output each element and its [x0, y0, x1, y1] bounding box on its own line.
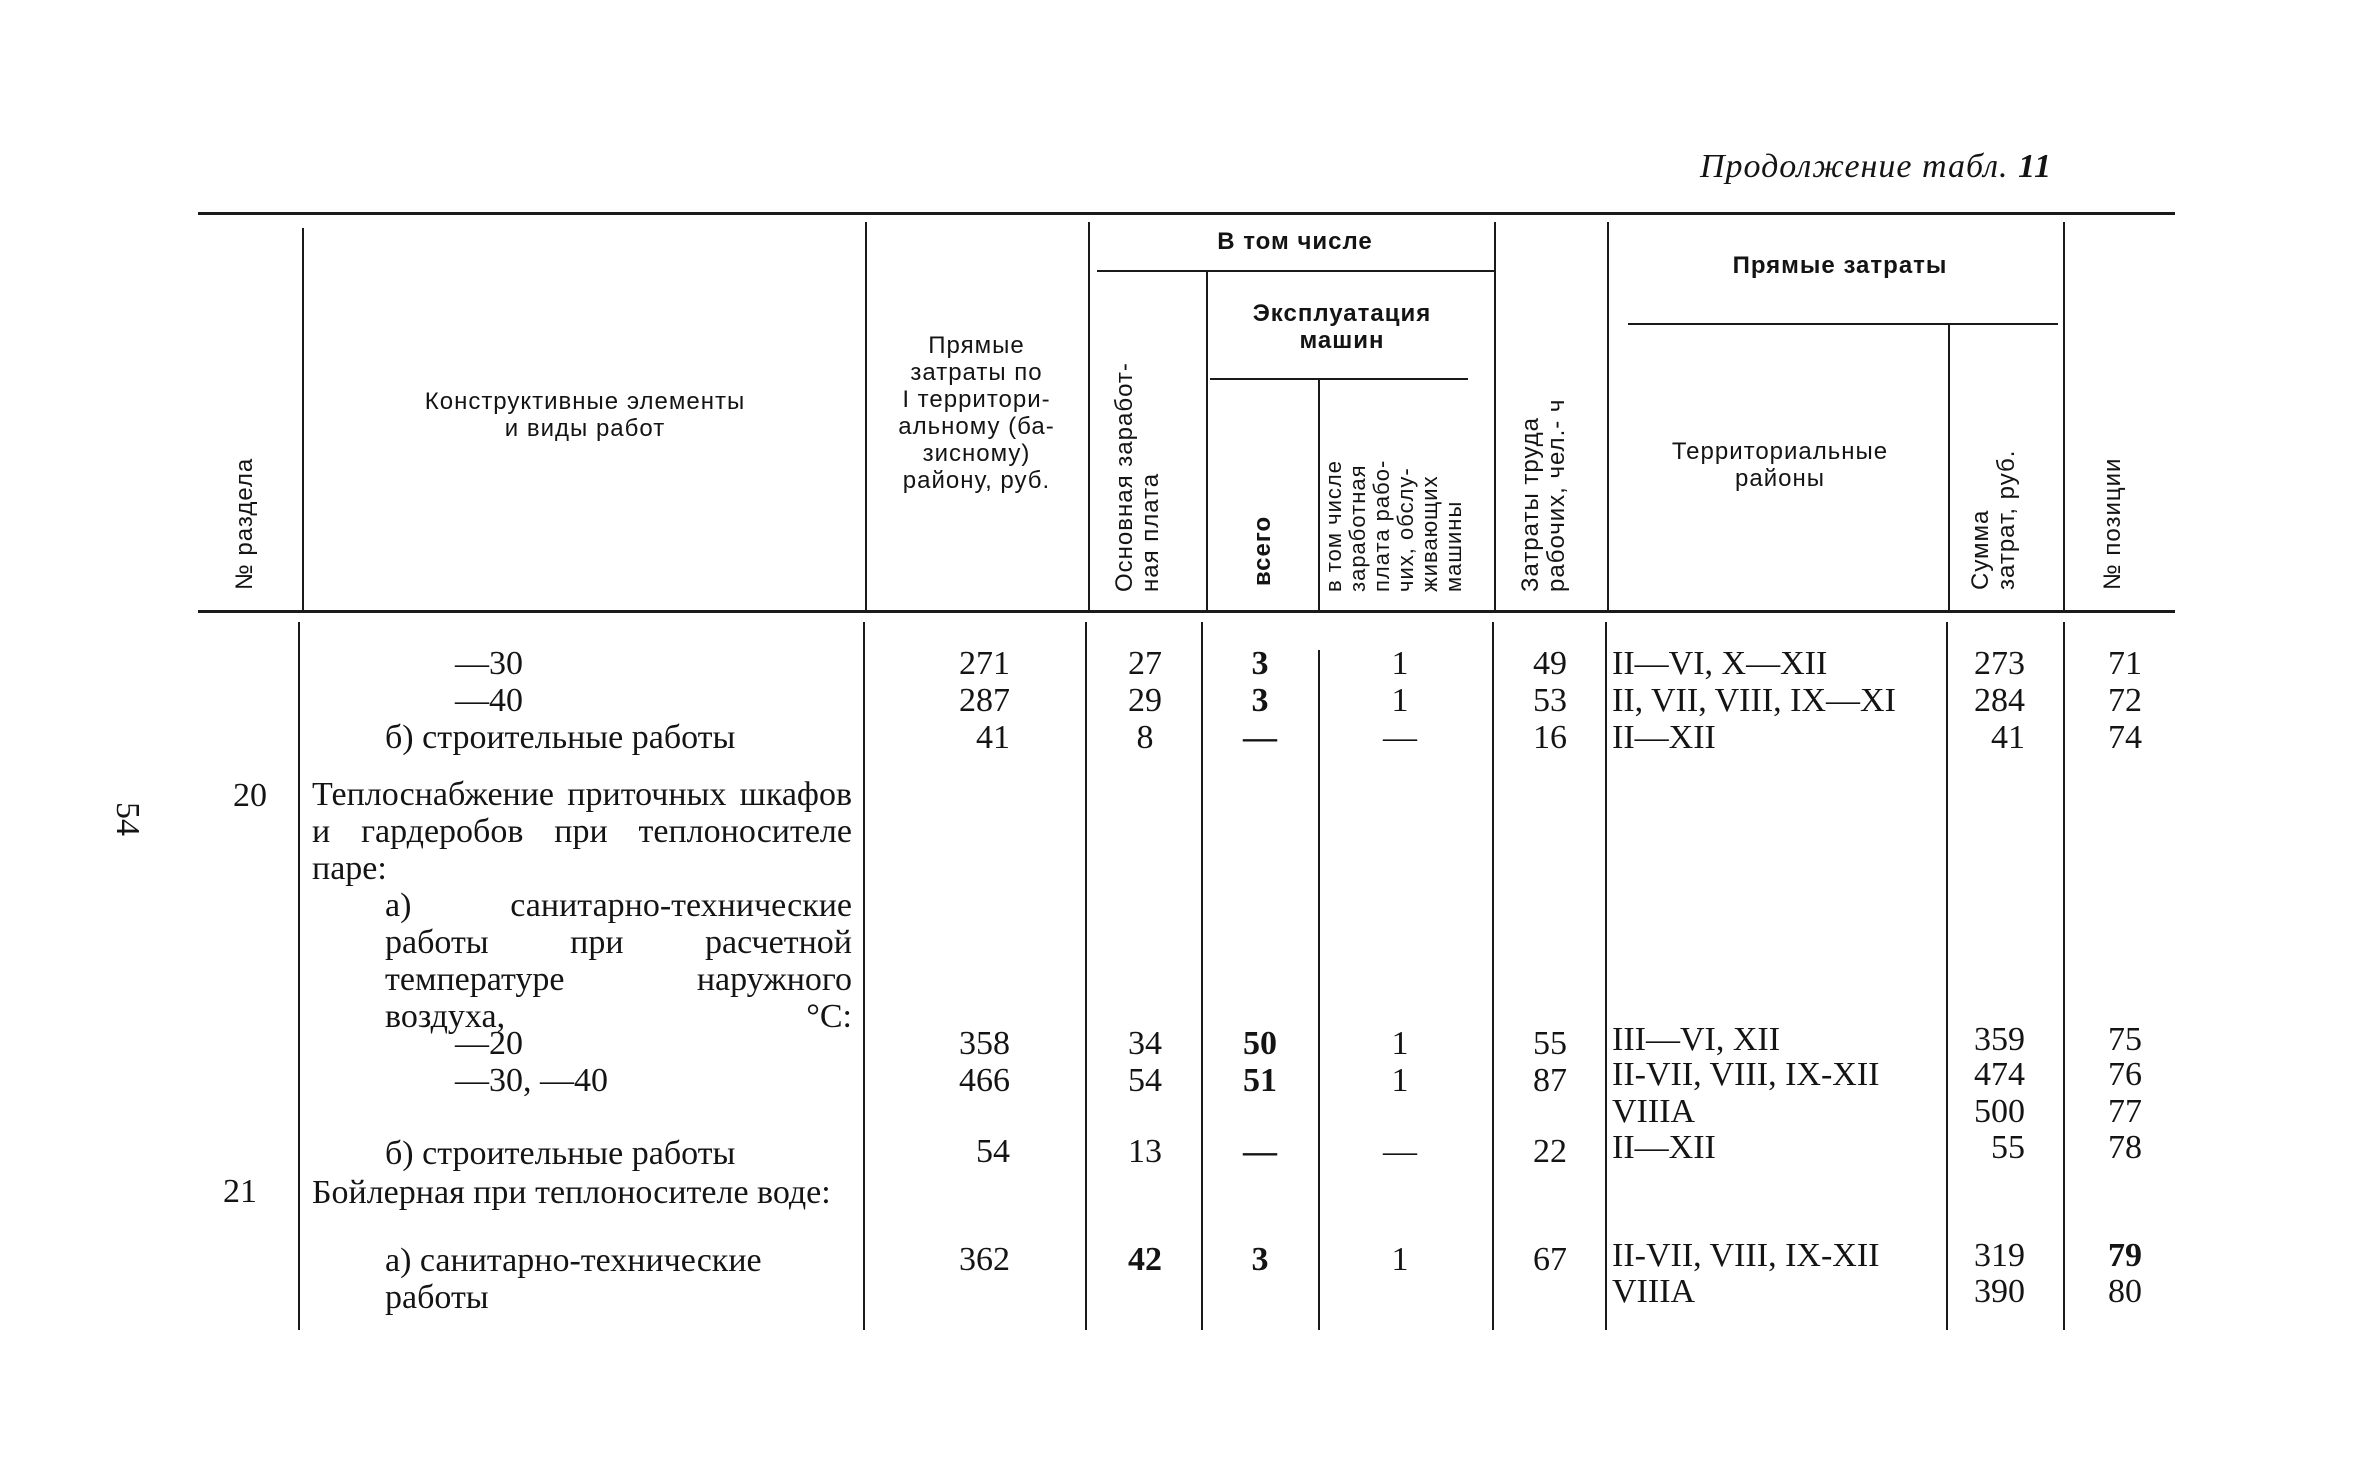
row-base: 466: [959, 1062, 1010, 1099]
row-region: III—VI, XII: [1612, 1021, 1781, 1058]
header-divider: [1088, 222, 1090, 610]
row-region: VIIIA: [1612, 1273, 1696, 1310]
row-base: 54: [976, 1133, 1010, 1170]
row-desc: б) строительные работы: [385, 719, 736, 756]
row-total: 3: [1251, 1241, 1269, 1278]
header-incl-wage: в том числе заработная плата рабо- чих, обслу- живающих машины: [1321, 459, 1466, 592]
header-divider: [865, 222, 867, 610]
row-total: —: [1243, 1133, 1277, 1170]
body-divider: [298, 622, 300, 1330]
row-labor: 55: [1533, 1025, 1567, 1062]
header-sum: Сумма затрат, руб.: [1967, 449, 2020, 590]
row-pos: 74: [2108, 719, 2142, 756]
table-header-rule: [198, 610, 2175, 613]
row-mwage: 1: [1391, 1062, 1409, 1099]
row-mwage: 1: [1391, 682, 1409, 719]
row-wage: 42: [1128, 1241, 1162, 1278]
body-divider: [1605, 622, 1607, 1330]
including-rule: [1097, 270, 1494, 272]
row-sum: 284: [1974, 682, 2025, 719]
row-region: II, VII, VIII, IX—XI: [1612, 682, 1896, 719]
row-mwage: 1: [1391, 1025, 1409, 1062]
body-divider: [1085, 622, 1087, 1330]
row-sum: 474: [1974, 1056, 2025, 1093]
row-mwage: —: [1383, 1133, 1417, 1170]
header-machine-operation: Эксплуатация машин: [1252, 300, 1432, 354]
body-divider: [1492, 622, 1494, 1330]
header-elements: Конструктивные элементы и виды работ: [424, 388, 746, 442]
header-direct-costs: Прямые затраты: [1732, 252, 1948, 279]
row-wage: 8: [1136, 719, 1154, 756]
row-base: 271: [959, 645, 1010, 682]
direct-costs-rule: [1628, 323, 2058, 325]
row-pos: 78: [2108, 1129, 2142, 1166]
row-base: 287: [959, 682, 1010, 719]
header-total: всего: [1249, 515, 1276, 586]
row-desc: —20: [455, 1025, 523, 1062]
row-desc: —30, —40: [455, 1062, 608, 1099]
body-divider: [1318, 650, 1320, 1330]
row-pos: 80: [2108, 1273, 2142, 1310]
header-divider: [2063, 222, 2065, 610]
body-divider: [1946, 622, 1948, 1330]
row-region: II—XII: [1612, 1129, 1716, 1166]
row-sum: 390: [1974, 1273, 2025, 1310]
row-labor: 87: [1533, 1062, 1567, 1099]
table-top-rule: [198, 212, 2175, 215]
row-pos: 72: [2108, 682, 2142, 719]
header-divider: [1494, 222, 1496, 610]
row-total: —: [1243, 719, 1277, 756]
header-section-no: № раздела: [231, 457, 258, 590]
header-divider: [1948, 325, 1950, 610]
row-sum: 319: [1974, 1237, 2025, 1274]
row-region: II—VI, X—XII: [1612, 645, 1828, 682]
header-divider: [1206, 272, 1208, 610]
row-mwage: 1: [1391, 1241, 1409, 1278]
header-regions: Территориальные районы: [1671, 438, 1889, 492]
page-number: 54: [109, 802, 146, 836]
row-labor: 67: [1533, 1241, 1567, 1278]
header-including: В том числе: [1217, 228, 1373, 255]
row-mwage: —: [1383, 719, 1417, 756]
row-base: 358: [959, 1025, 1010, 1062]
header-base-wage: Основная заработ- ная плата: [1111, 362, 1164, 592]
body-divider: [1201, 622, 1203, 1330]
body-divider: [2063, 622, 2065, 1330]
row-pos: 77: [2108, 1093, 2142, 1130]
row-desc: Теплоснабжение приточных шкафов и гардеробов при теплоносителе паре:: [312, 776, 852, 887]
row-desc: Бойлерная при теплоносителе воде:: [312, 1174, 831, 1211]
row-sum: 55: [1991, 1129, 2025, 1166]
row-desc: а) санитарно-технические работы: [385, 1242, 762, 1316]
row-sum: 273: [1974, 645, 2025, 682]
row-region: II—XII: [1612, 719, 1716, 756]
row-wage: 34: [1128, 1025, 1162, 1062]
header-labor-cost: Затраты труда рабочих, чел.- ч: [1517, 398, 1570, 592]
row-wage: 54: [1128, 1062, 1162, 1099]
header-divider: [302, 228, 304, 610]
row-region: VIIIA: [1612, 1093, 1696, 1130]
row-wage: 13: [1128, 1133, 1162, 1170]
caption-text: Продолжение табл.: [1700, 148, 2009, 185]
header-divider: [1607, 222, 1609, 610]
row-section: 21: [223, 1173, 257, 1210]
table-caption: [1700, 148, 2052, 186]
row-sum: 359: [1974, 1021, 2025, 1058]
row-base: 362: [959, 1241, 1010, 1278]
row-pos: 76: [2108, 1056, 2142, 1093]
row-labor: 53: [1533, 682, 1567, 719]
header-direct-cost-base: Прямые затраты по I территори- альному (ба- зисному) району, руб.: [898, 332, 1055, 494]
row-wage: 27: [1128, 645, 1162, 682]
row-section: 20: [233, 777, 267, 814]
row-pos: 71: [2108, 645, 2142, 682]
row-sum: 500: [1974, 1093, 2025, 1130]
row-labor: 22: [1533, 1133, 1567, 1170]
row-region: II-VII, VIII, IX-XII: [1612, 1056, 1880, 1093]
row-total: 3: [1251, 645, 1269, 682]
row-labor: 16: [1533, 719, 1567, 756]
row-desc: б) строительные работы: [385, 1135, 736, 1172]
header-position-no: № позиции: [2099, 457, 2126, 590]
row-desc: —40: [455, 682, 523, 719]
row-mwage: 1: [1391, 645, 1409, 682]
row-total: 50: [1243, 1025, 1277, 1062]
row-base: 41: [976, 719, 1010, 756]
header-divider: [1318, 380, 1320, 610]
row-total: 51: [1243, 1062, 1277, 1099]
row-sum: 41: [1991, 719, 2025, 756]
row-region: II-VII, VIII, IX-XII: [1612, 1237, 1880, 1274]
row-pos: 75: [2108, 1021, 2142, 1058]
machines-rule: [1210, 378, 1468, 380]
body-divider: [863, 622, 865, 1330]
caption-number: 11: [2018, 148, 2053, 185]
row-desc: —30: [455, 645, 523, 682]
row-labor: 49: [1533, 645, 1567, 682]
row-pos: 79: [2108, 1237, 2142, 1274]
row-wage: 29: [1128, 682, 1162, 719]
row-desc-sub: а) санитарно-технические работы при расчетной температуре наружного воздуха, °С:: [385, 887, 852, 1035]
row-total: 3: [1251, 682, 1269, 719]
